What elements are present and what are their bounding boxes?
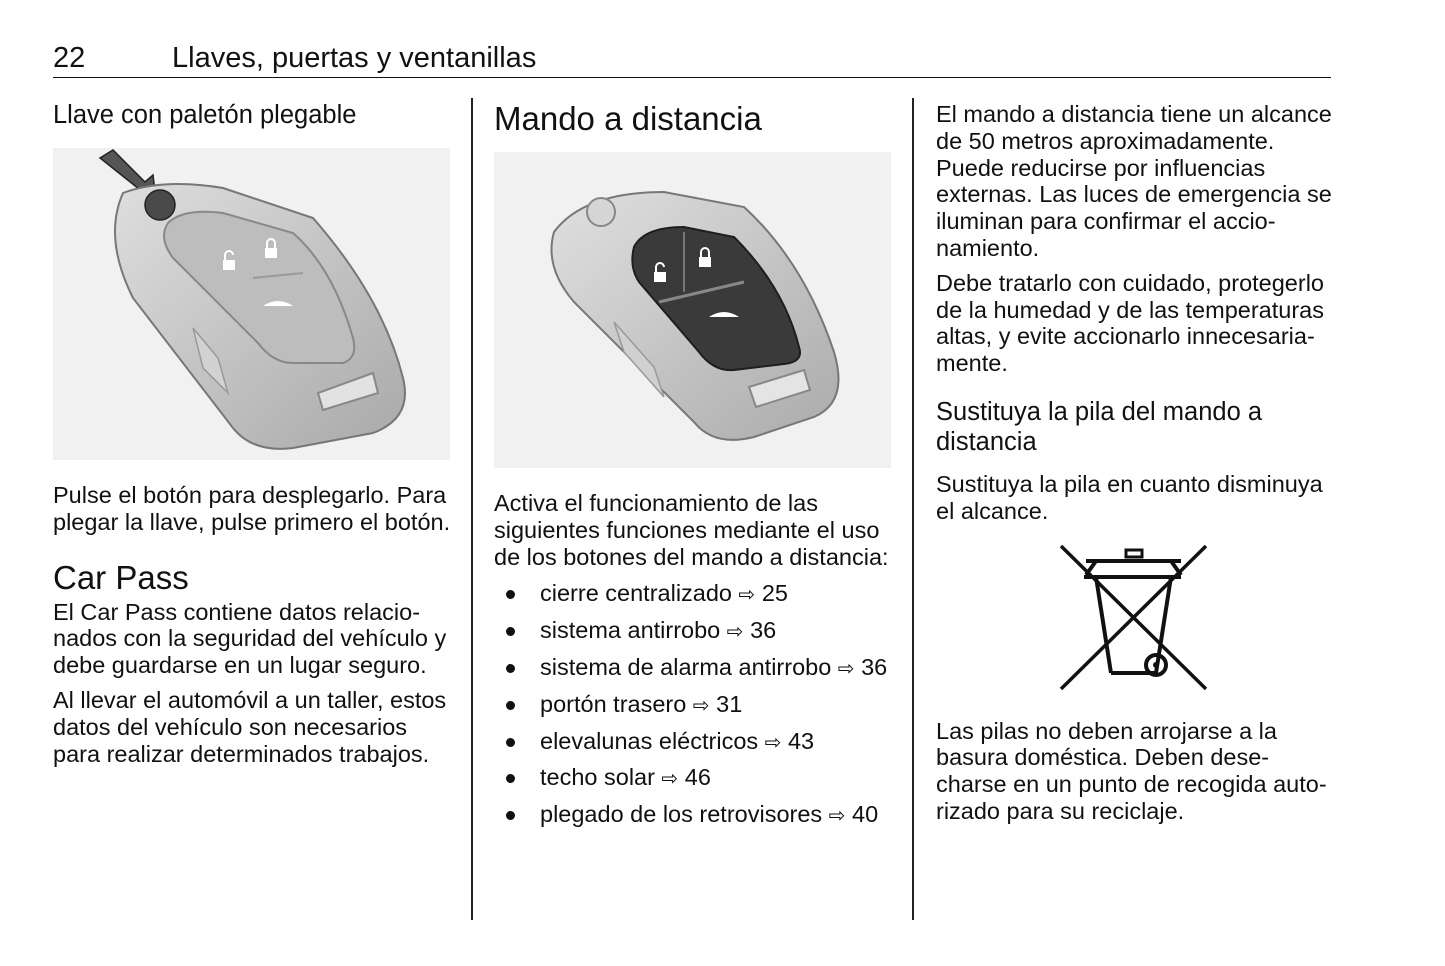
car-pass-paragraph: El Car Pass contiene datos relacio-nados con la seguridad del vehículo y debe guardarse en un lugar seguro. [53,598,447,679]
bin-figure [1056,541,1211,696]
feature-text: cierre centralizado [540,580,733,607]
folding-key-caption: Pulse el botón para desplegarlo. Para plegar la llave, pulse primero el botón. [53,482,451,535]
page-ref-arrow-icon: ⇨ [837,655,855,680]
feature-text: elevalunas eléctricos [540,727,759,754]
page-reference-link[interactable]: 36 [861,653,888,680]
range-paragraph: El mando a distancia tiene un alcance de 50 metros aproximadamente. Puede reducirse por influencias externas. Las luces de emergencia se iluminan para confirmar el accio-namiento. [936,101,1332,261]
feature-text: plegado de los retrovisores [540,801,823,828]
folding-key-heading: Llave con paletón plegable [53,101,357,129]
remote-key-icon [494,152,891,468]
battery-paragraph: Sustituya la pila en cuanto disminuya el alcance. [936,470,1323,524]
page-reference-link[interactable]: 46 [684,764,711,791]
feature-list-item [494,764,894,792]
feature-list-item [494,691,894,719]
disposal-paragraph: Las pilas no deben arrojarse a la basura doméstica. Deben dese-charse en un punto de recogida auto-rizado para su reciclaje. [936,717,1327,824]
car-pass-heading: Car Pass [53,558,189,596]
page-reference-link[interactable]: 40 [852,801,879,828]
battery-heading: Sustituya la pila del mando a distancia [936,397,1263,456]
column-divider [471,98,473,920]
page-ref-arrow-icon: ⇨ [764,729,782,754]
feature-list [494,580,894,829]
feature-list-item [494,801,894,829]
remote-key-figure [494,152,891,468]
car-pass-paragraph: Al llevar el automóvil a un taller, estos datos del vehículo son necesarios para realizar determinados trabajos. [53,686,447,767]
feature-list-item [494,580,894,608]
page-reference-link[interactable]: 43 [787,727,815,754]
crossed-out-bin-icon [1056,541,1211,696]
bullet-icon [506,738,515,747]
page-ref-arrow-icon: ⇨ [726,619,744,644]
feature-text: sistema de alarma antirrobo [540,653,832,680]
folding-key-figure [53,148,450,460]
care-paragraph: Debe tratarlo con cuidado, protegerlo de la humedad y de las temperaturas altas, y evite accionarlo innecesaria-mente. [936,269,1324,377]
column-middle [494,96,894,838]
page-reference-link[interactable]: 25 [761,580,788,607]
bullet-icon [506,701,515,710]
feature-list-item [494,617,894,645]
column-left [53,96,453,767]
page-title: Llaves, puertas y ventanillas [172,42,537,74]
feature-text: techo solar [540,764,655,791]
feature-text: sistema antirrobo [540,617,721,644]
remote-intro: Activa el funcionamiento de las siguientes funciones mediante el uso de los botones del mando a distancia: [494,490,889,570]
feature-text: portón trasero [540,690,687,717]
bullet-icon [506,590,515,599]
page-number: 22 [53,42,86,74]
column-divider [912,98,914,920]
page-ref-arrow-icon: ⇨ [828,803,846,828]
feature-list-item [494,654,894,682]
bullet-icon [506,664,515,673]
page-reference-link[interactable]: 31 [716,690,743,717]
bullet-icon [506,774,515,783]
page-ref-arrow-icon: ⇨ [692,692,710,717]
page-ref-arrow-icon: ⇨ [738,582,756,607]
folding-key-icon [53,148,450,460]
page-reference-link[interactable]: 36 [750,617,777,644]
bullet-icon [506,627,515,636]
remote-control-heading: Mando a distancia [494,100,762,137]
page-ref-arrow-icon: ⇨ [661,766,679,791]
feature-list-item [494,728,894,756]
page-header [53,40,1331,78]
bullet-icon [506,811,515,820]
column-right [936,96,1336,825]
